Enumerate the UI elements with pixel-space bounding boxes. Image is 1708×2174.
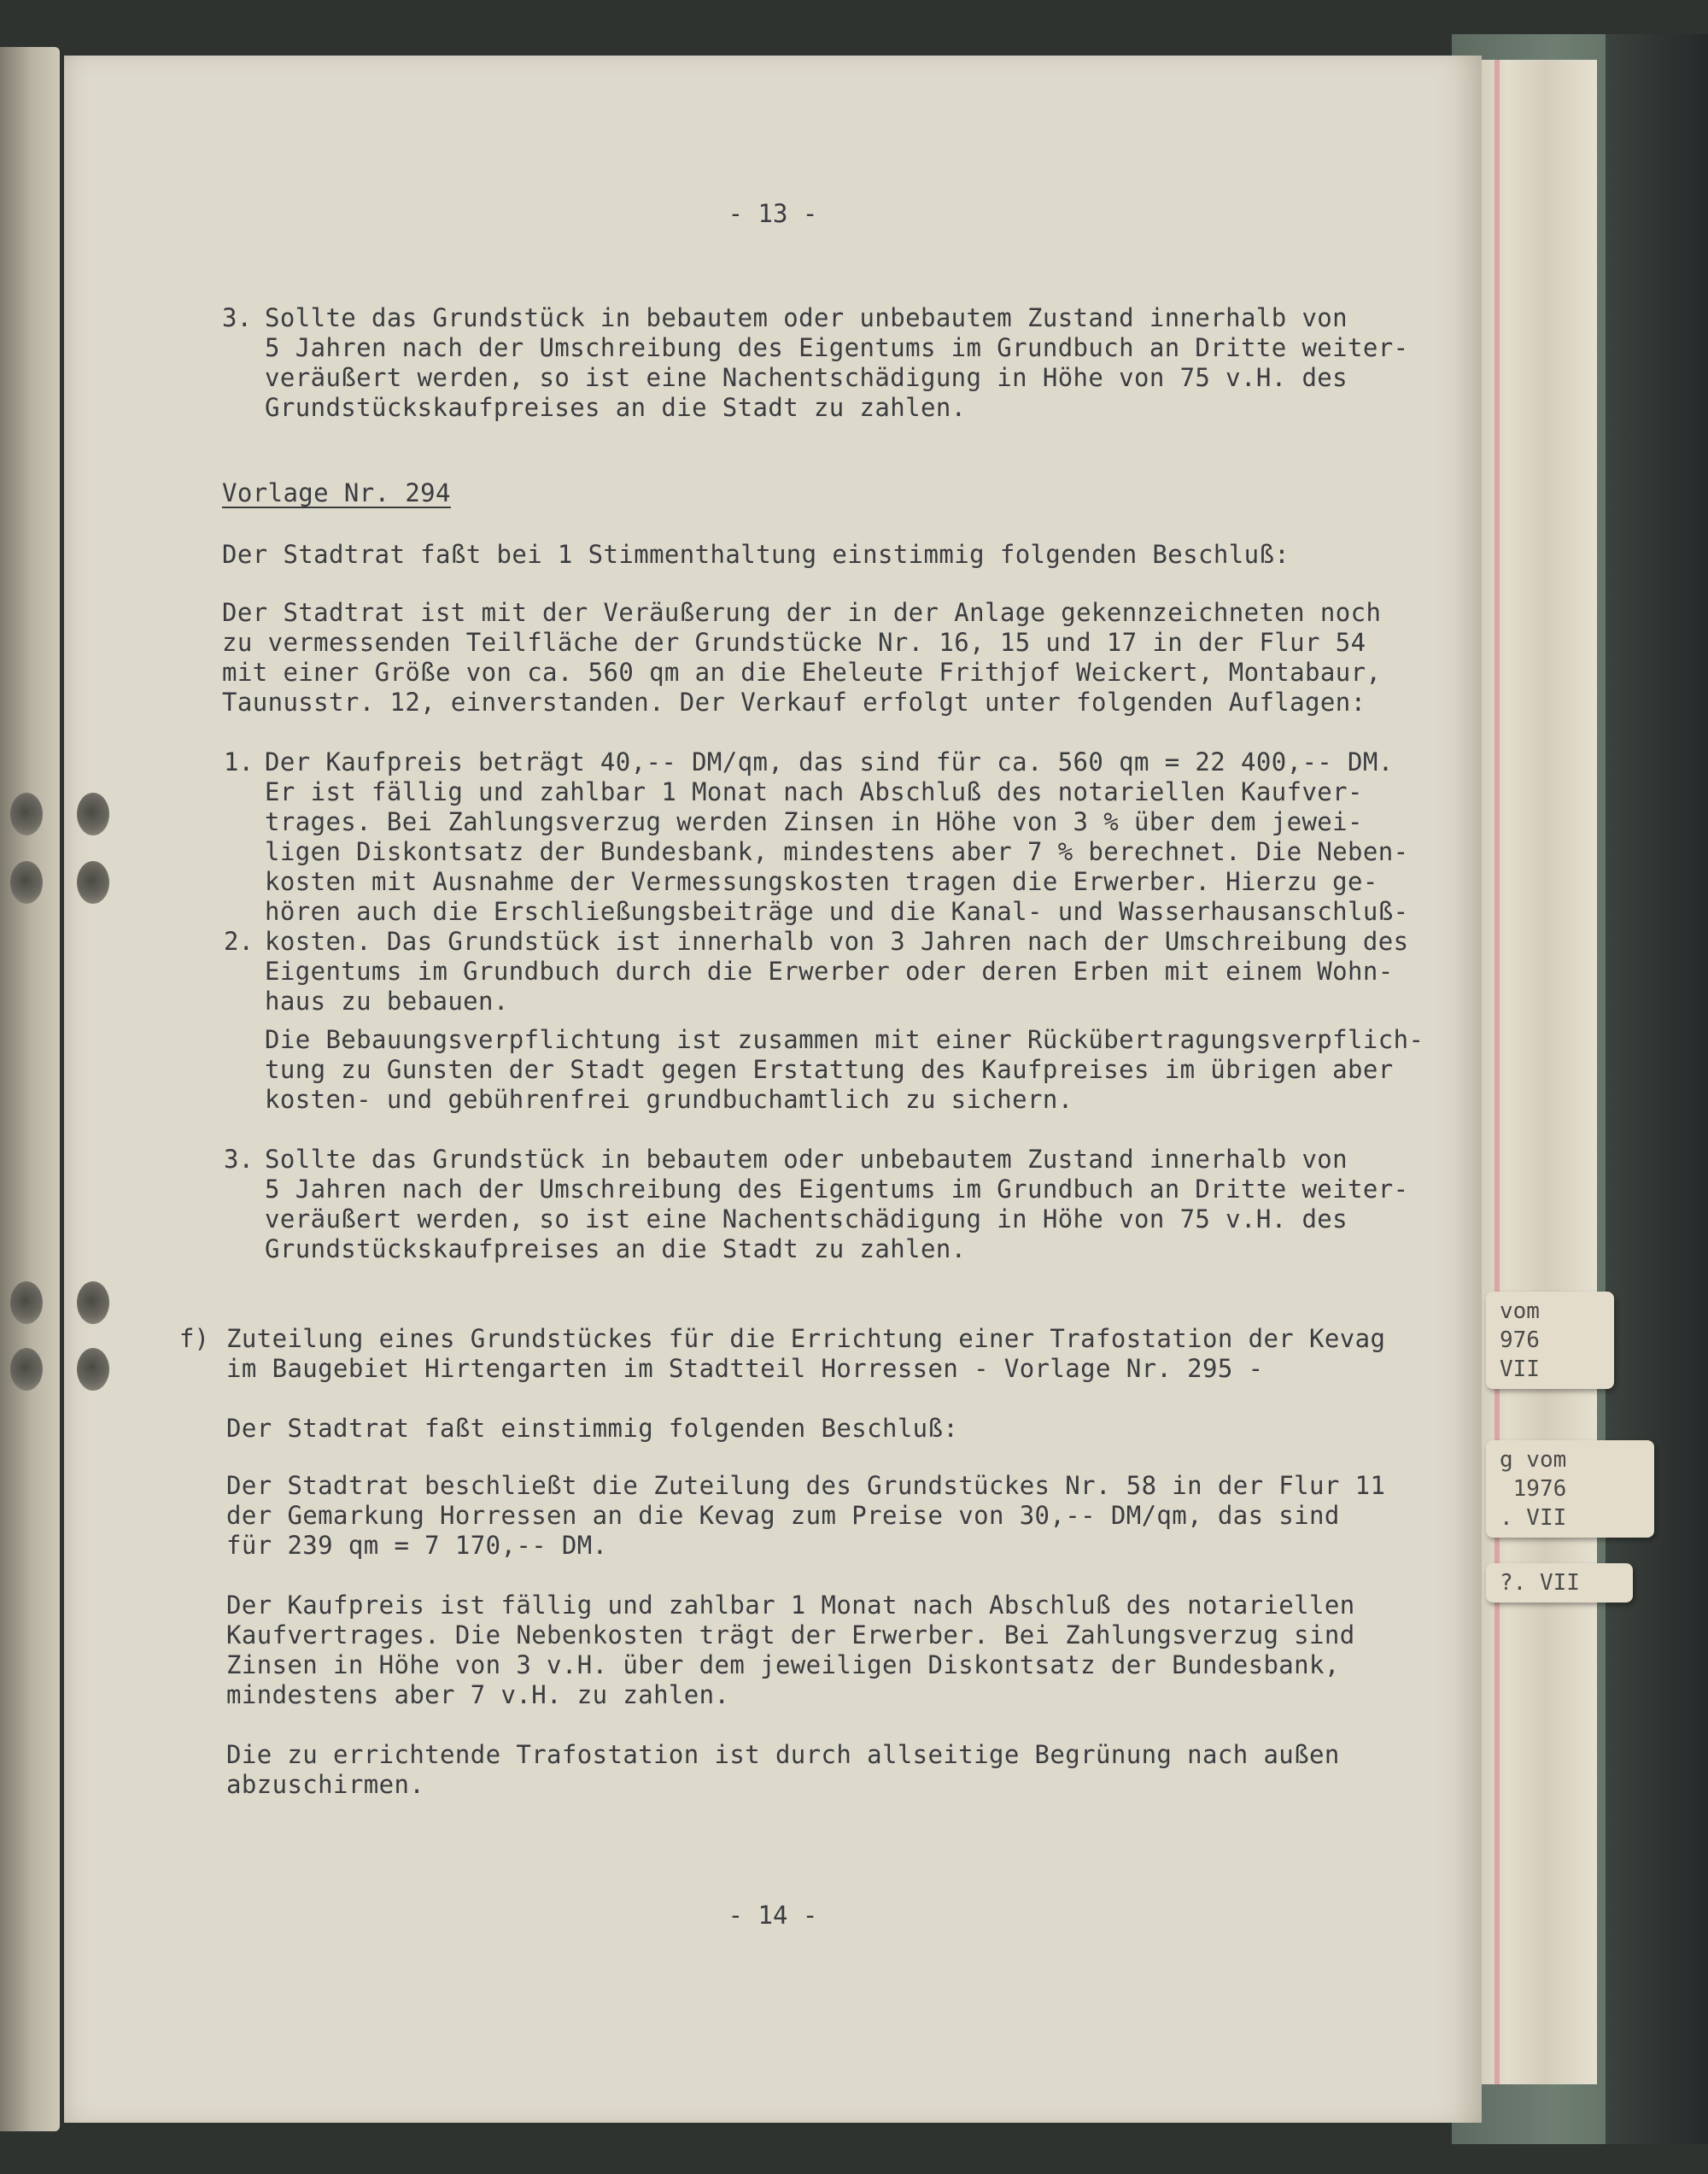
- paragraph-line: zu vermessenden Teilfläche der Grundstücke Nr. 16, 15 und 17 in der Flur 54: [222, 628, 1366, 657]
- page-number-footer: - 14 -: [728, 1901, 818, 1930]
- resolution-intro: Der Stadtrat faßt bei 1 Stimmenthaltung einstimmig folgenden Beschluß:: [222, 540, 1290, 569]
- index-tab-2[interactable]: g vom 1976 . VII: [1486, 1440, 1654, 1538]
- punch-hole: [10, 1281, 43, 1324]
- index-tab-3[interactable]: ?. VII: [1486, 1563, 1633, 1603]
- item1-line: ligen Diskontsatz der Bundesbank, mindestens aber 7 % berechnet. Die Neben-: [265, 837, 1409, 866]
- item1-line: trages. Bei Zahlungsverzug werden Zinsen in Höhe von 3 % über dem jewei-: [265, 807, 1363, 836]
- section-title-line: im Baugebiet Hirtengarten im Stadtteil Horressen - Vorlage Nr. 295 -: [226, 1354, 1264, 1383]
- item3-line: Grundstückskaufpreises an die Stadt zu zahlen.: [265, 1234, 967, 1263]
- section-title-line: Zuteilung eines Grundstückes für die Errichtung einer Trafostation der Kevag: [226, 1324, 1386, 1353]
- item-number: 2.: [224, 927, 254, 956]
- item2-line: tung zu Gunsten der Stadt gegen Erstattung des Kaufpreises im übrigen aber: [265, 1055, 1394, 1084]
- item1-line: haus zu bebauen.: [265, 987, 509, 1016]
- paper-stack-edge: [1469, 60, 1597, 2084]
- paragraph-line: Kaufvertrages. Die Nebenkosten trägt der Erwerber. Bei Zahlungsverzug sind: [226, 1620, 1355, 1650]
- item3-line: 5 Jahren nach der Umschreibung des Eigentums im Grundbuch an Dritte weiter-: [265, 1175, 1409, 1204]
- item3-line: veräußert werden, so ist eine Nachentschädigung in Höhe von 75 v.H. des: [265, 1204, 1348, 1233]
- item-number: 1.: [224, 747, 254, 776]
- paragraph-line: Der Stadtrat ist mit der Veräußerung der in der Anlage gekennzeichneten noch: [222, 598, 1382, 627]
- item1-line: kosten mit Ausnahme der Vermessungskosten tragen die Erwerber. Hierzu ge-: [265, 867, 1378, 896]
- item1-line: Der Kaufpreis beträgt 40,-- DM/qm, das sind für ca. 560 qm = 22 400,-- DM.: [265, 747, 1394, 776]
- item3-line-3: veräußert werden, so ist eine Nachentschädigung in Höhe von 75 v.H. des: [265, 363, 1348, 392]
- section-heading: Vorlage Nr. 294: [222, 478, 451, 507]
- item3-line-4: Grundstückskaufpreises an die Stadt zu zahlen.: [265, 393, 967, 422]
- item3-line: Sollte das Grundstück in bebautem oder unbebautem Zustand innerhalb von: [265, 1145, 1348, 1174]
- paragraph-line: Zinsen in Höhe von 3 v.H. über dem jeweiligen Diskontsatz der Bundesbank,: [226, 1650, 1340, 1679]
- paragraph-line: Taunusstr. 12, einverstanden. Der Verkauf erfolgt unter folgenden Auflagen:: [222, 688, 1366, 717]
- punch-hole: [77, 1281, 109, 1324]
- previous-page-edge: [0, 47, 60, 2131]
- item1-line: Er ist fällig und zahlbar 1 Monat nach Abschluß des notariellen Kaufver-: [265, 777, 1363, 806]
- item1-line: kosten. Das Grundstück ist innerhalb von 3 Jahren nach der Umschreibung des: [265, 927, 1409, 956]
- pink-sheet-edge: [1494, 60, 1500, 2084]
- punch-hole: [10, 861, 43, 904]
- punch-hole: [10, 1348, 43, 1391]
- item1-line: Eigentums im Grundbuch durch die Erwerber oder deren Erben mit einem Wohn-: [265, 957, 1394, 986]
- item2-line: kosten- und gebührenfrei grundbuchamtlich zu sichern.: [265, 1085, 1073, 1114]
- index-tab-1[interactable]: vom 976 VII: [1486, 1292, 1614, 1389]
- punch-hole: [10, 793, 43, 835]
- paragraph-line: Die zu errichtende Trafostation ist durch allseitige Begrünung nach außen: [226, 1740, 1340, 1769]
- binder-spine: [1606, 34, 1708, 2144]
- item-number: 3.: [224, 1145, 254, 1174]
- paragraph-line: mit einer Größe von ca. 560 qm an die Eheleute Frithjof Weickert, Montabaur,: [222, 658, 1382, 687]
- item3-line-2: 5 Jahren nach der Umschreibung des Eigentums im Grundbuch an Dritte weiter-: [265, 333, 1409, 362]
- paragraph-line: Der Stadtrat beschließt die Zuteilung des Grundstückes Nr. 58 in der Flur 11: [226, 1471, 1386, 1500]
- paragraph-line: der Gemarkung Horressen an die Kevag zum Preise von 30,-- DM/qm, das sind: [226, 1501, 1340, 1530]
- item3-line-1: Sollte das Grundstück in bebautem oder unbebautem Zustand innerhalb von: [265, 303, 1348, 332]
- resolution-intro: Der Stadtrat faßt einstimmig folgenden Beschluß:: [226, 1414, 959, 1443]
- punch-hole: [77, 1348, 109, 1391]
- section-marker: f): [179, 1324, 209, 1353]
- item-number: 3.: [222, 303, 252, 332]
- paragraph-line: Der Kaufpreis ist fällig und zahlbar 1 Monat nach Abschluß des notariellen: [226, 1591, 1355, 1620]
- paragraph-line: mindestens aber 7 v.H. zu zahlen.: [226, 1680, 730, 1709]
- page-number-header: - 13 -: [728, 199, 818, 228]
- item2-line: Die Bebauungsverpflichtung ist zusammen mit einer Rückübertragungsverpflich-: [265, 1025, 1424, 1054]
- punch-hole: [77, 793, 109, 835]
- item1-line: hören auch die Erschließungsbeiträge und die Kanal- und Wasserhausanschluß-: [265, 897, 1409, 926]
- paragraph-line: abzuschirmen.: [226, 1770, 425, 1799]
- paragraph-line: für 239 qm = 7 170,-- DM.: [226, 1531, 608, 1560]
- punch-hole: [77, 861, 109, 904]
